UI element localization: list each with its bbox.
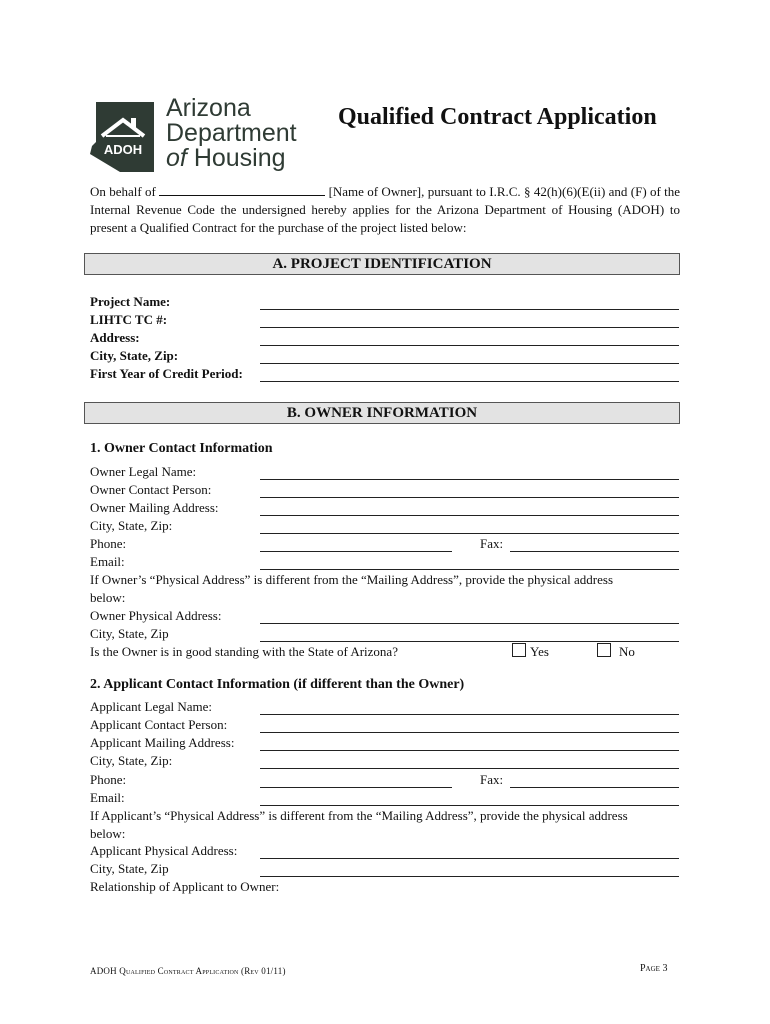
intro-text-rest: [Name of Owner], pursuant to I.R.C. § 42(h)(6)(E(ii) and (F) of the Internal Revenue Code the undersigned hereby applies for the Arizona Department of Housing (ADOH) to present a Qualified Contract for the purchase of the project listed below:: [90, 184, 681, 235]
owner-legal-name-label: Owner Legal Name:: [90, 464, 197, 479]
good-standing-yes-checkbox[interactable]: [512, 643, 526, 657]
good-standing-no-checkbox[interactable]: [597, 643, 611, 657]
applicant-physical-address-label: Applicant Physical Address:: [90, 843, 238, 858]
owner-mailing-address-field[interactable]: [260, 515, 679, 516]
applicant-phone-field[interactable]: [260, 787, 452, 788]
owner-good-standing-question: Is the Owner is in good standing with the State of Arizona?: [90, 644, 398, 659]
owner-email-field[interactable]: [260, 569, 679, 570]
city-state-zip-label: City, State, Zip:: [90, 348, 179, 363]
applicant-relationship-label: Relationship of Applicant to Owner:: [90, 879, 280, 894]
address-field[interactable]: [260, 345, 679, 346]
owner-legal-name-field[interactable]: [260, 479, 679, 480]
owner-physical-note: If Owner’s “Physical Address” is different from the “Mailing Address”, provide the physical address: [90, 572, 614, 587]
city-state-zip-field[interactable]: [260, 363, 679, 364]
page-title: Qualified Contract Application: [338, 104, 657, 130]
logo-line-of: of: [166, 144, 187, 172]
applicant-city-state-zip-field[interactable]: [260, 768, 679, 769]
project-name-label: Project Name:: [90, 294, 171, 309]
owner-name-blank[interactable]: [159, 184, 325, 196]
applicant-email-label: Email:: [90, 790, 125, 805]
arizona-state-house-icon: [90, 102, 154, 172]
owner-physical-note-2: below:: [90, 590, 126, 605]
applicant-phone-label: Phone:: [90, 772, 127, 787]
applicant-contact-heading: 2. Applicant Contact Information (if different than the Owner): [90, 677, 465, 692]
applicant-physical-city-field[interactable]: [260, 876, 679, 877]
logo-line-housing-word: Housing: [193, 144, 286, 172]
owner-phone-field[interactable]: [260, 551, 452, 552]
owner-city-state-zip-field[interactable]: [260, 533, 679, 534]
logo-line-housing: [166, 146, 297, 171]
lihtc-tc-field[interactable]: [260, 327, 679, 328]
applicant-contact-person-field[interactable]: [260, 732, 679, 733]
applicant-fax-field[interactable]: [510, 787, 679, 788]
applicant-mailing-address-field[interactable]: [260, 750, 679, 751]
owner-mailing-address-label: Owner Mailing Address:: [90, 500, 219, 515]
logo-line-department: Department: [166, 119, 297, 147]
owner-physical-address-field[interactable]: [260, 623, 679, 624]
footer-page-number: Page 3: [640, 963, 668, 974]
intro-paragraph: [90, 183, 680, 237]
logo-wordmark: [166, 96, 297, 171]
owner-city-state-zip-label: City, State, Zip:: [90, 518, 173, 533]
section-a-header: A. PROJECT IDENTIFICATION: [84, 253, 680, 275]
owner-contact-heading: 1. Owner Contact Information: [90, 441, 273, 456]
owner-contact-person-field[interactable]: [260, 497, 679, 498]
first-year-credit-label: First Year of Credit Period:: [90, 366, 243, 381]
owner-email-label: Email:: [90, 554, 125, 569]
project-name-field[interactable]: [260, 309, 679, 310]
applicant-physical-city-label: City, State, Zip: [90, 861, 169, 876]
address-label: Address:: [90, 330, 140, 345]
applicant-legal-name-field[interactable]: [260, 714, 679, 715]
owner-physical-city-field[interactable]: [260, 641, 679, 642]
logo-badge-text: ADOH: [103, 142, 143, 157]
applicant-mailing-address-label: Applicant Mailing Address:: [90, 735, 235, 750]
applicant-city-state-zip-label: City, State, Zip:: [90, 753, 173, 768]
section-b-header: B. OWNER INFORMATION: [84, 402, 680, 424]
footer-form-id: ADOH Qualified Contract Application (Rev 01/11): [90, 966, 286, 976]
owner-physical-city-label: City, State, Zip: [90, 626, 169, 641]
applicant-contact-person-label: Applicant Contact Person:: [90, 717, 228, 732]
good-standing-yes-label: Yes: [530, 644, 549, 659]
first-year-credit-field[interactable]: [260, 381, 679, 382]
applicant-email-field[interactable]: [260, 805, 679, 806]
owner-physical-address-label: Owner Physical Address:: [90, 608, 222, 623]
adoh-logo-mark: [90, 102, 154, 172]
applicant-physical-note: If Applicant’s “Physical Address” is different from the “Mailing Address”, provide the physical address: [90, 808, 628, 823]
logo-line-arizona: Arizona: [166, 94, 251, 122]
intro-text-start: On behalf of: [90, 184, 156, 199]
applicant-fax-label: Fax:: [480, 772, 504, 787]
owner-phone-label: Phone:: [90, 536, 127, 551]
applicant-physical-note-2: below:: [90, 826, 126, 841]
owner-contact-person-label: Owner Contact Person:: [90, 482, 212, 497]
good-standing-no-label: No: [619, 644, 635, 659]
owner-fax-label: Fax:: [480, 536, 504, 551]
lihtc-tc-label: LIHTC TC #:: [90, 312, 168, 327]
owner-fax-field[interactable]: [510, 551, 679, 552]
applicant-legal-name-label: Applicant Legal Name:: [90, 699, 213, 714]
applicant-physical-address-field[interactable]: [260, 858, 679, 859]
